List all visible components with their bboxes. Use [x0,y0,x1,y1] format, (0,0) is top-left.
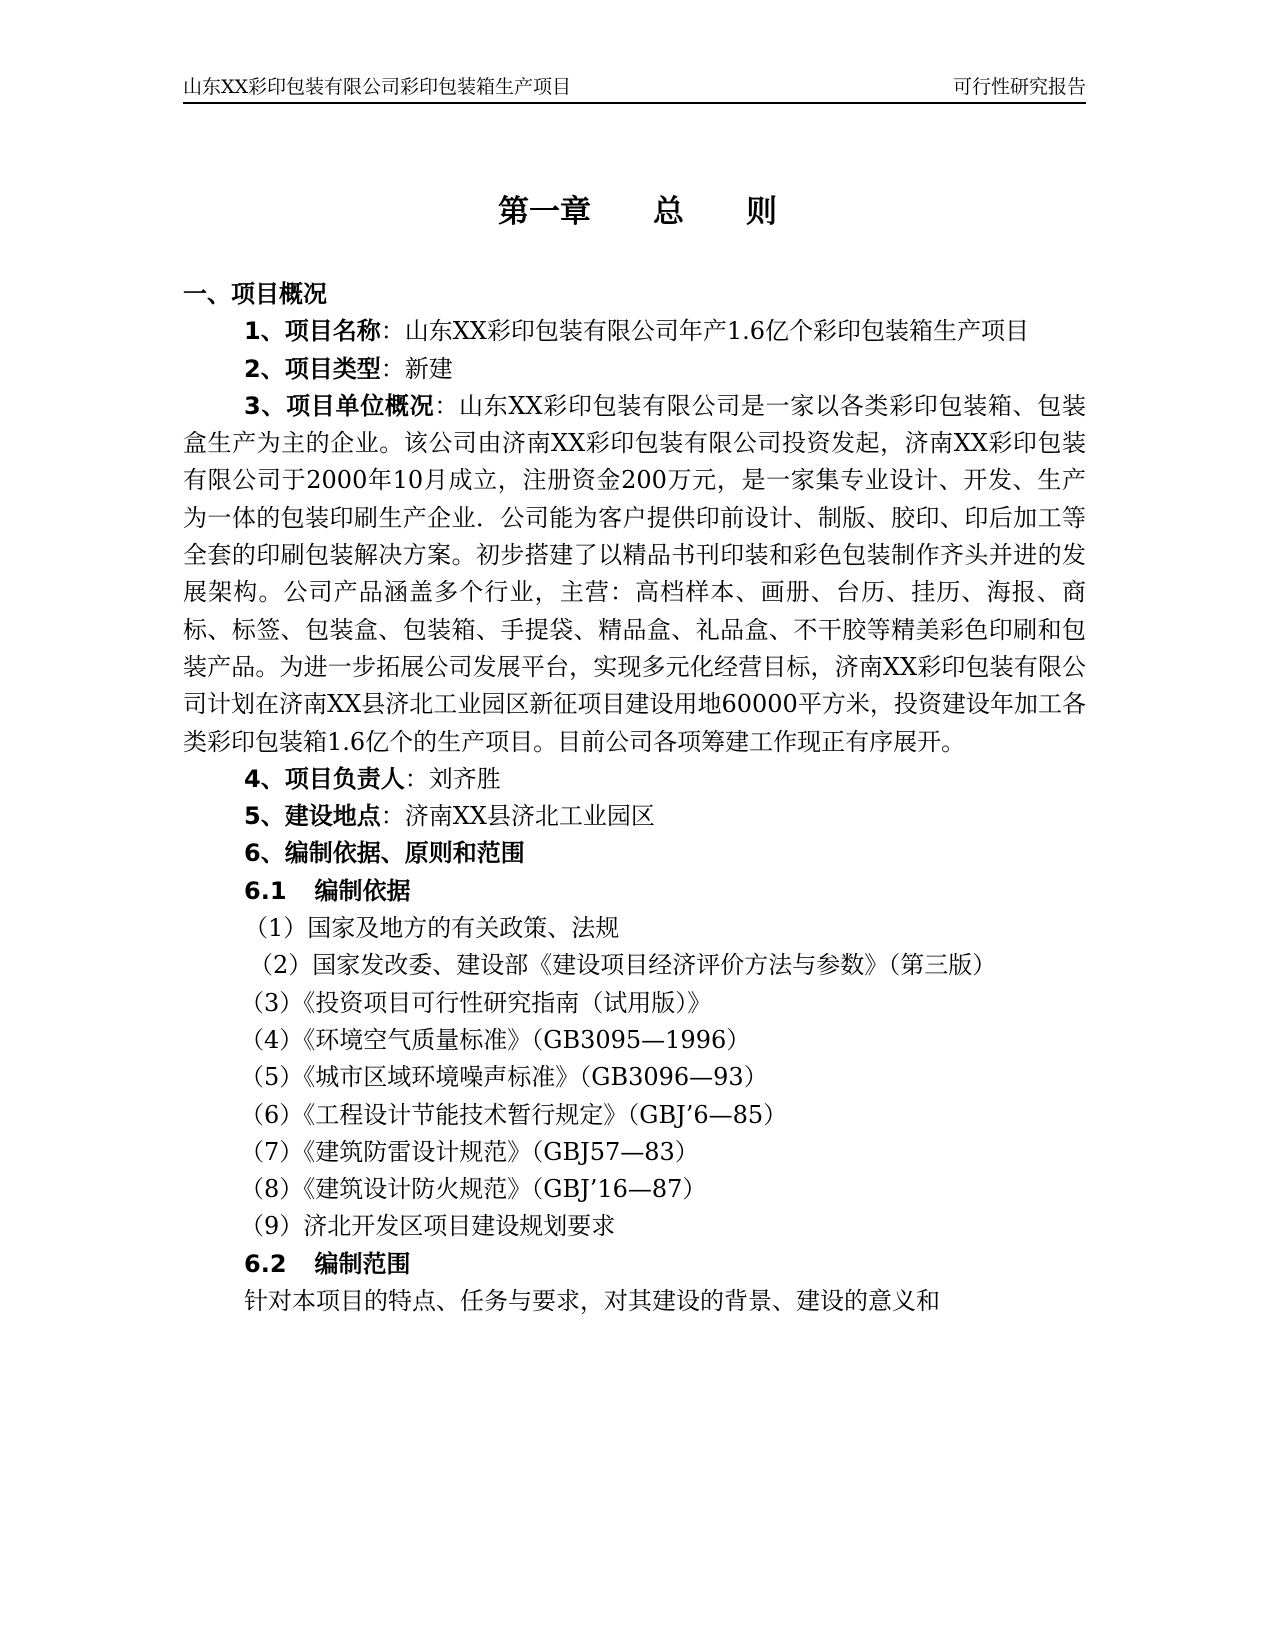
project-leader-label: 4、项目负责人 [244,764,405,793]
project-leader-text: ：刘齐胜 [404,764,501,793]
reference-item: （1）国家及地方的有关政策、法规 [244,914,620,943]
location-label: 5、建设地点 [244,802,381,831]
project-name-label: 1、项目名称 [244,317,381,346]
reference-item: （7）《建筑防雷设计规范》（GBJ57—83） [240,1137,699,1166]
project-type-label: 2、项目类型 [244,354,381,383]
header-report-type: 可行性研究报告 [952,76,1086,98]
project-leader-paragraph [183,761,1086,798]
location-text: ：济南XX县济北工业园区 [380,802,655,831]
project-unit-paragraph [183,388,1086,761]
reference-item: （8）《建筑设计防火规范》（GBJ’16—87） [240,1175,707,1204]
subsection-6-1-title: 编制依据 [314,876,411,905]
project-unit-label: 3、项目单位概况 [244,391,435,420]
reference-item: （6）《工程设计节能技术暂行规定》（GBJ’6—85） [240,1100,788,1129]
document-body [183,276,1086,1320]
reference-item: （9）济北开发区项目建设规划要求 [240,1212,616,1241]
subsection-6-1-number: 6.1 [244,876,287,905]
location-paragraph [183,798,1086,835]
scope-paragraph: 针对本项目的特点、任务与要求，对其建设的背景、建设的意义和 [244,1287,940,1316]
reference-item: （5）《城市区域环境噪声标准》（GB3096—93） [240,1063,768,1092]
subsection-6-2-number: 6.2 [244,1249,287,1278]
project-name-paragraph [183,313,1086,350]
header-project-title: 山东XX彩印包装有限公司彩印包装箱生产项目 [183,76,572,98]
chapter-title: 第一章 总 则 [498,194,777,230]
basis-heading: 6、编制依据、原则和范围 [244,839,525,868]
project-type-text: ：新建 [380,354,453,383]
section-heading: 一、项目概况 [183,280,327,308]
subsection-6-2-title: 编制范围 [314,1249,411,1278]
project-unit-text: ：山东XX彩印包装有限公司是一家以各类彩印包装箱、包装盒生产为主的企业。该公司由济南XX彩印包装有限公司投资发起，济南XX彩印包装有限公司于2000年10月成立，注册资金200万元，是一家集专业设计、开发、生产为一体的包装印刷生产企业．公司能为客户提供印前设计、制版、胶印、印后加工等全套的印刷包装解决方案。初步搭建了以精品书刊印装和彩色包装制作齐头并进的发展架构。公司产品涵盖多个行业，主营：高档样本、画册、台历、挂历、海报、商标、标签、包装盒、包装箱、手提袋、精品盒、礼品盒、不干胶等精美彩色印刷和包装产品。为进一步拓展公司发展平台，实现多元化经营目标，济南XX彩印包装有限公司计划在济南XX县济北工业园区新征项目建设用地60000平方米，投资建设年加工各类彩印包装箱1.6亿个的生产项目。目前公司各项筹建工作现正有序展开。 [183,391,1087,756]
page-header [183,72,1086,104]
reference-item: （3）《投资项目可行性研究指南（试用版）》 [240,988,712,1017]
subsection-6-1-heading [183,873,1086,910]
project-type-paragraph [183,351,1086,388]
project-name-text: ：山东XX彩印包装有限公司年产1.6亿个彩印包装箱生产项目 [380,317,1030,346]
subsection-6-2-heading [183,1246,1086,1283]
reference-item: （2）国家发改委、建设部《建设项目经济评价方法与参数》（第三版） [249,951,997,980]
reference-item: （4）《环境空气质量标准》（GB3095—1996） [240,1025,751,1054]
